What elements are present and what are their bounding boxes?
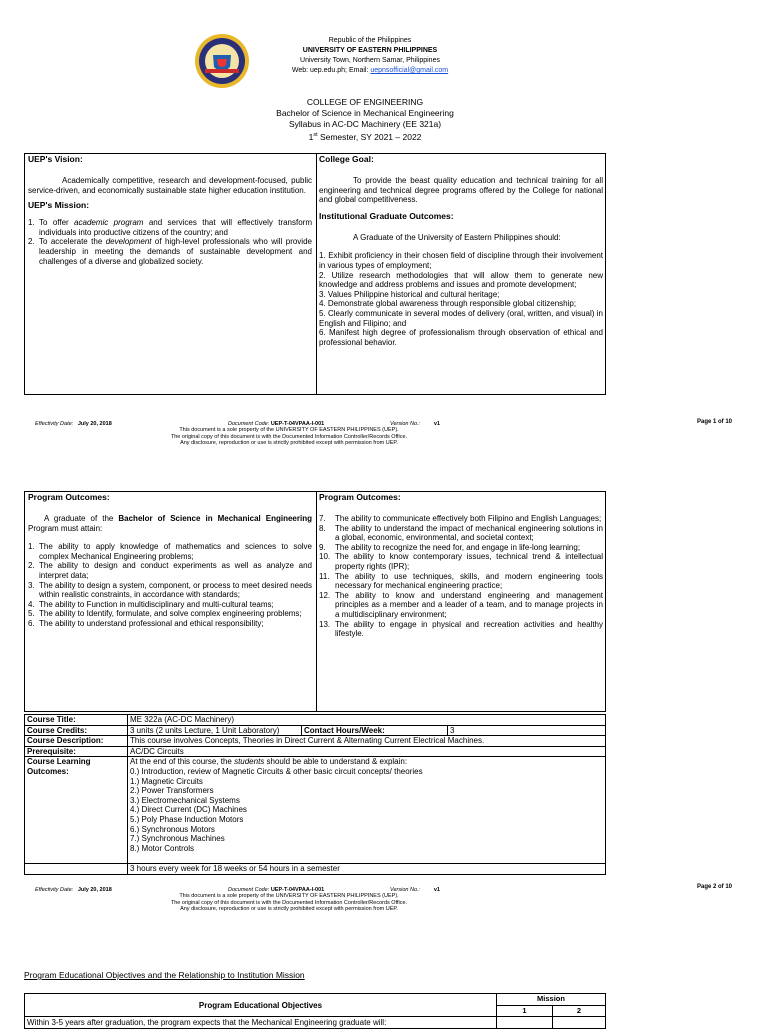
po-item: 12. The ability to know and understand engineering and management principles as a member and a leader of a team, and to manage projects in a multidisciplinary environment; bbox=[319, 590, 603, 619]
po-left-column bbox=[28, 492, 312, 629]
po-item: 8. The ability to understand the impact of mechanical engineering solutions in a global, economic, environmental, and societal context; bbox=[319, 523, 603, 543]
program-name: Bachelor of Science in Mechanical Engineering bbox=[276, 108, 454, 118]
footer-notice-2: This document is a sole property of the UNIVERSITY OF EASTERN PHILIPPINES (UEP). The original copy of this document is with the Documented Information Controller/Records Office. Any disclosure, reproduction or use is strictly prohibited except with permission from UEP. bbox=[170, 893, 408, 912]
course-credits-value: 3 units (2 units Lecture, 1 Unit Laboratory) bbox=[128, 725, 302, 736]
po-title-left: Program Outcomes: bbox=[28, 492, 110, 502]
college-name: COLLEGE OF ENGINEERING bbox=[306, 97, 424, 107]
igo-item: 3. Values Philippine historical and cultural heritage; bbox=[319, 289, 500, 299]
contact-hours-label: Contact Hours/Week: bbox=[302, 725, 448, 736]
table-row bbox=[25, 715, 606, 726]
po-item: 3. The ability to design a system, component, or process to meet desired needs within realistic constraints, in accordance with standards; bbox=[28, 580, 312, 600]
empty-cell bbox=[553, 1017, 606, 1029]
mission-item: 1. To offer academic program and services that will effectively transform individuals into productive citizens of the country; and bbox=[28, 218, 313, 237]
igo-item: 6. Manifest high degree of professionalism through observation of ethical and professional behavior. bbox=[319, 328, 603, 347]
university-address: University Town, Northern Samar, Philippines bbox=[300, 57, 440, 64]
university-name: UNIVERSITY OF EASTERN PHILIPPINES bbox=[302, 47, 438, 54]
college-goal-text: To provide the beast quality education and technical training for all engineering and technical degree programs offered by the College for national and global competitiveness. bbox=[319, 176, 603, 205]
lo-item: 2.) Power Transformers bbox=[130, 786, 214, 796]
lo-item: 4.) Direct Current (DC) Machines bbox=[130, 805, 247, 815]
version-2: Version No.: v1 bbox=[390, 887, 440, 893]
po-item: 11. The ability to use techniques, skills, and modern engineering tools necessary for mechanical engineering practice; bbox=[319, 571, 603, 591]
page-number-1: Page 1 of 10 bbox=[697, 419, 733, 425]
web-prefix: Web: uep.edu.ph; Email: bbox=[291, 67, 371, 74]
republic-line: Republic of the Philippines bbox=[328, 37, 412, 44]
lo-item: 0.) Introduction, review of Magnetic Circuits & other basic circuit concepts/ theories bbox=[130, 766, 423, 776]
prerequisite-value: AC/DC Circuits bbox=[128, 746, 606, 757]
course-hours-value: 3 hours every week for 18 weeks or 54 hours in a semester bbox=[128, 864, 606, 875]
po-item: 10. The ability to know contemporary issues, technical trend & intellectual property rights (IPR); bbox=[319, 552, 603, 571]
table-row bbox=[25, 725, 606, 736]
lo-item: 3.) Electromechanical Systems bbox=[130, 795, 240, 805]
igo-list bbox=[319, 251, 603, 347]
vision-title: UEP's Vision: bbox=[28, 154, 83, 164]
course-description-value: This course involves Concepts, Theories in Direct Current & Alternating Current Electrical Machines. bbox=[128, 736, 606, 747]
college-goal-title: College Goal: bbox=[319, 154, 374, 164]
vision-mission-box bbox=[24, 153, 606, 395]
university-header bbox=[240, 36, 500, 76]
po-item: 9. The ability to recognize the need for, and engage in life-long learning; bbox=[319, 542, 581, 552]
course-credits-label: Course Credits: bbox=[25, 725, 128, 736]
mission-title: UEP's Mission: bbox=[28, 200, 90, 211]
prerequisite-label: Prerequisite: bbox=[25, 746, 128, 757]
mission-list bbox=[28, 218, 312, 266]
learning-outcomes-label: Course Learning Outcomes: bbox=[25, 757, 128, 864]
table-row bbox=[25, 757, 606, 864]
mission-col-1: 1 bbox=[497, 1005, 553, 1017]
igo-item: 1. Exhibit proficiency in their chosen field of discipline through their involvement in various types of employment; bbox=[319, 251, 603, 270]
contact-line bbox=[240, 66, 500, 76]
lo-spacer bbox=[130, 853, 603, 863]
igo-intro: A Graduate of the University of Eastern Philippines should: bbox=[353, 232, 561, 242]
po-title-right: Program Outcomes: bbox=[319, 492, 401, 502]
version-1: Version No.: v1 bbox=[390, 421, 440, 427]
po-right-list bbox=[319, 514, 603, 639]
effectivity-2: Effectivity Date: July 20, 2018 bbox=[35, 887, 112, 893]
peo-first-row-text: Within 3-5 years after graduation, the program expects that the Mechanical Engineering graduate will: bbox=[25, 1017, 497, 1029]
table-row bbox=[25, 994, 606, 1006]
table-row bbox=[25, 864, 606, 875]
learning-outcomes-value bbox=[128, 757, 606, 864]
igo-title: Institutional Graduate Outcomes: bbox=[319, 210, 454, 221]
peo-column-title: Program Educational Objectives bbox=[25, 994, 497, 1017]
table-row bbox=[25, 736, 606, 747]
po-item: 4. The ability to Function in multidisciplinary and multi-cultural teams; bbox=[28, 599, 274, 609]
left-column bbox=[28, 154, 312, 266]
po-right-column bbox=[319, 492, 603, 639]
table-row bbox=[25, 746, 606, 757]
empty-cell bbox=[497, 1017, 553, 1029]
igo-item: 4. Demonstrate global awareness through responsible global citizenship; bbox=[319, 299, 577, 309]
college-block bbox=[230, 97, 500, 143]
po-intro: A graduate of the Bachelor of Science in Mechanical Engineering Program must attain: bbox=[28, 514, 312, 533]
effectivity-1: Effectivity Date: July 20, 2018 bbox=[35, 421, 112, 427]
semester-num: 1 bbox=[308, 131, 314, 142]
column-divider bbox=[316, 492, 317, 711]
mission-col-2: 2 bbox=[553, 1005, 606, 1017]
syllabus-title: Syllabus in AC-DC Machinery (EE 321a) bbox=[288, 119, 442, 129]
email-link[interactable]: uepnsofficial@gmail.com bbox=[370, 67, 449, 74]
igo-item: 2. Utilize research methodologies that will allow them to generate new knowledge and address problems and issues and promote development; bbox=[319, 270, 603, 290]
po-item: 1. The ability to apply knowledge of mathematics and sciences to solve complex Mechanical Engineering problems; bbox=[28, 542, 312, 561]
po-item: 6. The ability to understand professional and ethical responsibility; bbox=[28, 618, 264, 628]
peo-heading: Program Educational Objectives and the Relationship to Institution Mission bbox=[24, 970, 305, 980]
po-left-list bbox=[28, 542, 312, 628]
lo-item: 1.) Magnetic Circuits bbox=[130, 776, 203, 786]
po-item: 5. The ability to Identify, formulate, and solve complex engineering problems; bbox=[28, 609, 302, 619]
lo-item: 6.) Synchronous Motors bbox=[130, 824, 215, 834]
vision-text: Academically competitive, research and development-focused, public service-driven, and economically sustainable state higher education institution. bbox=[28, 176, 312, 195]
lo-item: 5.) Poly Phase Induction Motors bbox=[130, 814, 244, 824]
empty-cell bbox=[25, 864, 128, 875]
right-column bbox=[319, 154, 603, 347]
contact-hours-value: 3 bbox=[448, 725, 606, 736]
mission-item: 2. To accelerate the development of high-level professionals who will provide leadership in meeting the demands of sustainable development and challenges of a diverse and globalized society. bbox=[28, 237, 312, 266]
po-item: 13. The ability to engage in physical and recreation activities and healthy lifestyle. bbox=[319, 619, 603, 639]
po-item: 7. The ability to communicate effectively both Filipino and English Languages; bbox=[319, 514, 602, 523]
semester-sup: st bbox=[313, 132, 318, 138]
course-info-table bbox=[24, 714, 606, 875]
lo-item: 7.) Synchronous Machines bbox=[130, 834, 225, 844]
footer-notice-1: This document is a sole property of the UNIVERSITY OF EASTERN PHILIPPINES (UEP). The original copy of this document is with the Documented Information Controller/Records Office. Any disclosure, reproduction or use is strictly prohibited except with permission from UEP. bbox=[170, 427, 408, 446]
mission-header: Mission bbox=[497, 994, 606, 1006]
page-number-2: Page 2 of 10 bbox=[697, 884, 733, 890]
program-outcomes-box bbox=[24, 491, 606, 712]
po-item: 2. The ability to design and conduct experiments as well as analyze and interpret data; bbox=[28, 561, 312, 580]
igo-item: 5. Clearly communicate in several modes of delivery (oral, written, and visual) in English and Filipino; and bbox=[319, 308, 603, 328]
semester-rest: Semester, SY 2021 – 2022 bbox=[317, 131, 422, 142]
lo-intro: At the end of this course, the students should be able to understand & explain: bbox=[130, 757, 408, 767]
course-title-value: ME 322a (AC-DC Machinery) bbox=[128, 715, 606, 726]
course-title-label: Course Title: bbox=[25, 715, 128, 726]
semester-line bbox=[230, 130, 500, 143]
doc-code-1: Document Code: UEP-T-04VPAA-I-001 bbox=[228, 421, 325, 427]
doc-code-2: Document Code: UEP-T-04VPAA-I-001 bbox=[228, 887, 325, 893]
table-row bbox=[25, 1017, 606, 1029]
lo-item: 8.) Motor Controls bbox=[130, 843, 195, 853]
column-divider bbox=[316, 154, 317, 394]
course-description-label: Course Description: bbox=[25, 736, 128, 747]
